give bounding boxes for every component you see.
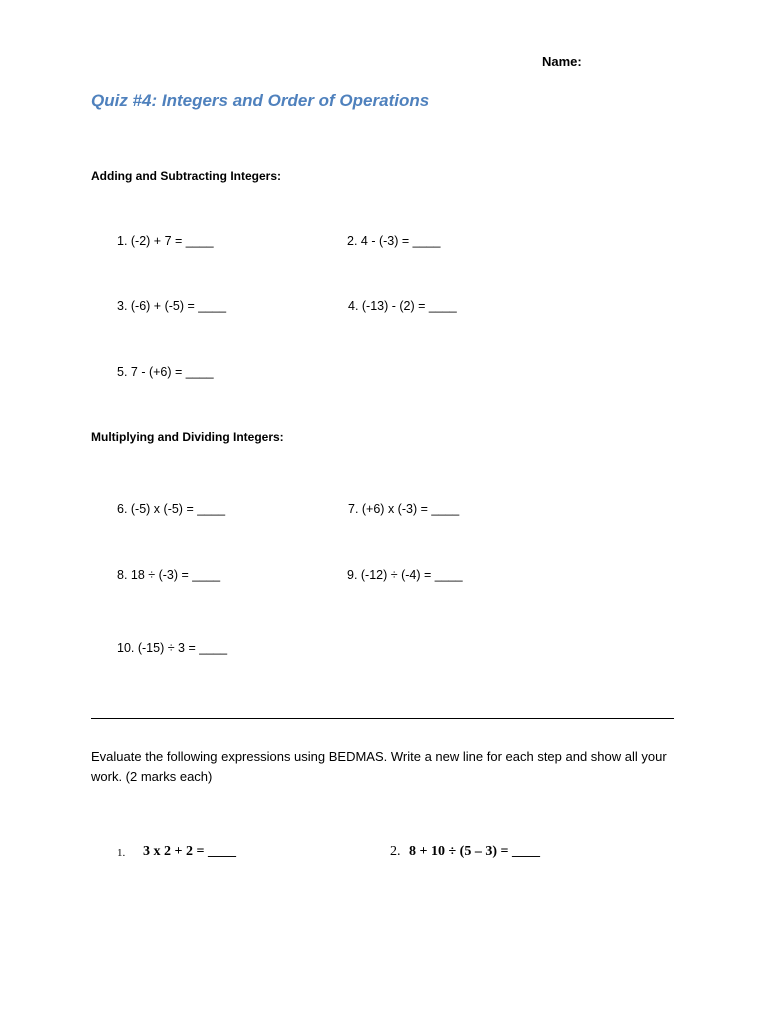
question-9: 9. (-12) ÷ (-4) = ____ — [347, 568, 463, 582]
question-5: 5. 7 - (+6) = ____ — [117, 365, 214, 379]
question-6: 6. (-5) x (-5) = ____ — [117, 502, 226, 516]
quiz-title: Quiz #4: Integers and Order of Operations — [91, 91, 430, 110]
bedmas-question-2-number: 2. — [390, 844, 401, 859]
question-7: 7. (+6) x (-3) = ____ — [348, 502, 460, 516]
question-4: 4. (-13) - (2) = ____ — [348, 299, 457, 313]
bedmas-question-1-number: 1. — [117, 847, 126, 859]
question-8: 8. 18 ÷ (-3) = ____ — [117, 568, 221, 582]
section-heading-adding-subtracting: Adding and Subtracting Integers: — [91, 169, 282, 183]
name-label: Name: — [542, 54, 582, 69]
section-divider — [91, 718, 674, 719]
bedmas-instructions: Evaluate the following expressions using BEDMAS. Write a new line for each step and show all your work. (2 marks each) — [91, 749, 667, 784]
question-1: 1. (-2) + 7 = ____ — [117, 234, 214, 248]
bedmas-question-2: 8 + 10 ÷ (5 – 3) = ____ — [409, 844, 540, 859]
question-2: 2. 4 - (-3) = ____ — [347, 234, 441, 248]
bedmas-question-1: 3 x 2 + 2 = ____ — [143, 844, 236, 859]
section-heading-multiplying-dividing: Multiplying and Dividing Integers: — [91, 430, 284, 444]
question-3: 3. (-6) + (-5) = ____ — [117, 299, 227, 313]
question-10: 10. (-15) ÷ 3 = ____ — [117, 641, 228, 655]
